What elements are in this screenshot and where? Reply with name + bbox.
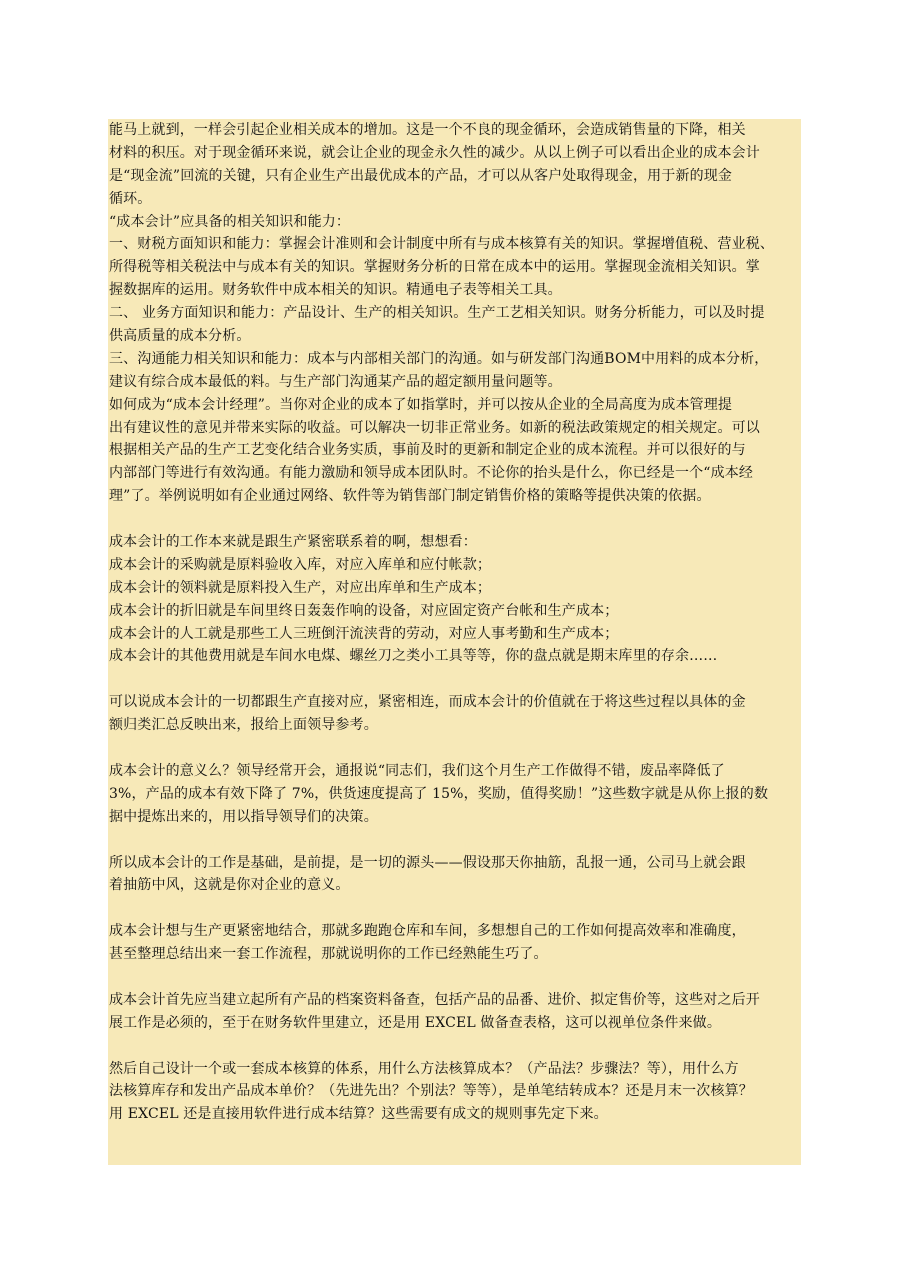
text-line: 三、沟通能力相关知识和能力：成本与内部相关部门的沟通。如与研发部门沟通BOM中用料的成本分析， [109, 350, 769, 367]
text-line: 成本会计的工作本来就是跟生产紧密联系着的啊，想想看： [109, 534, 477, 551]
text-line: 出有建议性的意见并带来实际的收益。可以解决一切非正常业务。如新的税法政策规定的相关规定。可以 [109, 419, 760, 436]
text-line: 材料的积压。对于现金循环来说，就会让企业的现金永久性的减少。从以上例子可以看出企业的成本会计 [109, 144, 760, 161]
text-line: 所以成本会计的工作是基础，是前提，是一切的源头——假设那天你抽筋，乱报一通，公司马上就会跟 [109, 854, 746, 871]
text-line: 建议有综合成本最低的料。与生产部门沟通某产品的超定额用量问题等。 [109, 373, 562, 390]
text-line: 所得税等相关税法中与成本有关的知识。掌握财务分析的日常在成本中的运用。掌握现金流相关知识。掌 [109, 259, 760, 276]
text-line: 是“现金流”回流的关键，只有企业生产出最优成本的产品，才可以从客户处取得现金，用于新的现金 [109, 167, 733, 184]
blank-line [109, 966, 801, 989]
text-line: 成本会计首先应当建立起所有产品的档案资料备查，包括产品的品番、进价、拟定售价等，这些对之后开 [109, 991, 760, 1008]
blank-line [109, 1035, 801, 1058]
text-line: 循环。 [109, 190, 152, 207]
blank-line [109, 897, 801, 920]
text-line: 根据相关产品的生产工艺变化结合业务实质，事前及时的更新和制定企业的成本流程。并可以很好的与 [109, 442, 746, 459]
text-line: 用 EXCEL 还是直接用软件进行成本结算？这些需要有成文的规则事先定下来。 [109, 1106, 608, 1123]
text-line: 成本会计的领料就是原料投入生产，对应出库单和生产成本； [109, 579, 492, 596]
text-line: 成本会计的意义么？领导经常开会，通报说“同志们，我们这个月生产工作做得不错，废品率降低了 [109, 762, 725, 779]
text-line: 一、财税方面知识和能力：掌握会计准则和会计制度中所有与成本核算有关的知识。掌握增值税、营业税、 [109, 236, 775, 253]
text-line: 握数据库的运用。财务软件中成本相关的知识。精通电子表等相关工具。 [109, 282, 562, 299]
text-line: 二、 业务方面知识和能力：产品设计、生产的相关知识。生产工艺相关知识。财务分析能力，可以及时提 [109, 305, 765, 322]
text-line: “成本会计”应具备的相关知识和能力： [109, 213, 351, 230]
text-line: 额归类汇总反映出来，报给上面领导参考。 [109, 717, 378, 734]
blank-line [109, 737, 801, 760]
text-line: 成本会计的人工就是那些工人三班倒汗流浃背的劳动，对应人事考勤和生产成本； [109, 625, 619, 642]
text-line: 着抽筋中风，这就是你对企业的意义。 [109, 877, 350, 894]
text-line: 成本会计想与生产更紧密地结合，那就多跑跑仓库和车间，多想想自己的工作如何提高效率和准确度， [109, 923, 746, 940]
text-line: 如何成为“成本会计经理”。当你对企业的成本了如指掌时，并可以按从企业的全局高度为成本管理提 [109, 396, 733, 413]
text-line: 内部部门等进行有效沟通。有能力激励和领导成本团队时。不论你的抬头是什么，你已经是一个“成本经 [109, 465, 754, 482]
text-line: 成本会计的折旧就是车间里终日轰轰作响的设备，对应固定资产台帐和生产成本； [109, 602, 619, 619]
text-line: 法核算库存和发出产品成本单价？（先进先出？个别法？等等），是单笔结转成本？还是月末一次核算？ [109, 1083, 753, 1100]
text-line: 然后自己设计一个或一套成本核算的体系，用什么方法核算成本？（产品法？步骤法？等），用什么方 [109, 1060, 739, 1077]
text-line: 甚至整理总结出来一套工作流程，那就说明你的工作已经熟能生巧了。 [109, 946, 548, 963]
text-line: 能马上就到，一样会引起企业相关成本的增加。这是一个不良的现金循环，会造成销售量的下降，相关 [109, 122, 746, 138]
text-line: 供高质量的成本分析。 [109, 328, 251, 345]
document-text-block [108, 119, 801, 1165]
blank-line [109, 508, 801, 531]
text-line: 理”了。举例说明如有企业通过网络、软件等为销售部门制定销售价格的策略等提供决策的依据。 [109, 488, 711, 505]
text-line: 展工作是必须的，至于在财务软件里建立，还是用 EXCEL 做备查表格，这可以视单位条件来做。 [109, 1014, 721, 1031]
text-line: 3%，产品的成本有效下降了 7%，供货速度提高了 15%，奖励，值得奖励！”这些数字就是从你上报的数 [109, 785, 769, 802]
blank-line [109, 829, 801, 852]
text-line: 成本会计的采购就是原料验收入库，对应入库单和应付帐款； [109, 556, 492, 573]
blank-line [109, 668, 801, 691]
text-line: 成本会计的其他费用就是车间水电煤、螺丝刀之类小工具等等，你的盘点就是期末库里的存余…… [109, 648, 718, 665]
text-line: 据中提炼出来的，用以指导领导们的决策。 [109, 808, 378, 825]
text-line: 可以说成本会计的一切都跟生产直接对应，紧密相连，而成本会计的价值就在于将这些过程以具体的金 [109, 694, 746, 711]
